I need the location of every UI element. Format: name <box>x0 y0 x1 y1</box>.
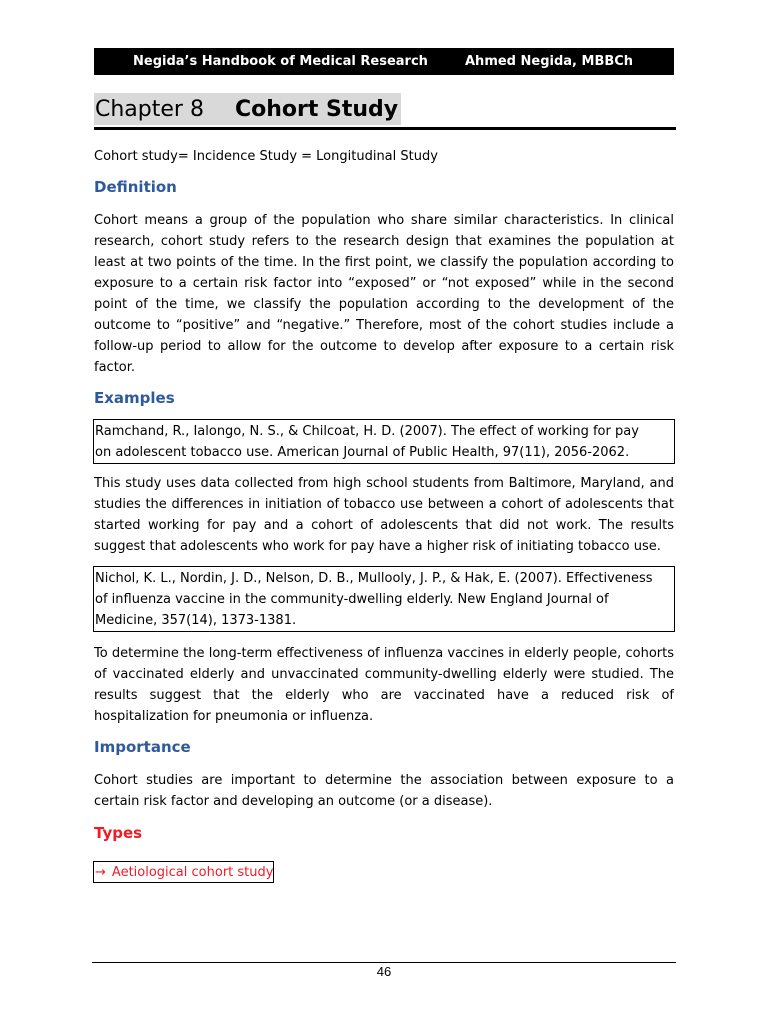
page-number: 46 <box>376 964 392 979</box>
running-header <box>94 48 674 75</box>
reference-line: of influenza vaccine in the community-dwelling elderly. New England Journal of <box>95 592 609 607</box>
importance-text: Cohort studies are important to determine the association between exposure to a certain risk factor and developing an outcome (or a disease). <box>94 773 674 809</box>
book-title: Negida’s Handbook of Medical Research <box>133 54 428 69</box>
chapter-heading <box>94 93 401 125</box>
type-item <box>93 861 274 883</box>
reference-box <box>93 419 675 464</box>
author-name: Ahmed Negida, MBBCh <box>465 54 634 69</box>
reference-line: on adolescent tobacco use. American Journal of Public Health, 97(11), 2056-2062. <box>95 445 630 460</box>
synonyms-line: Cohort study= Incidence Study = Longitudinal Study <box>94 149 438 164</box>
right-arrow-icon: → <box>95 865 106 880</box>
footer-divider <box>92 962 676 963</box>
reference-line: Ramchand, R., Ialongo, N. S., & Chilcoat, H. D. (2007). The effect of working for pay <box>95 424 639 439</box>
type-label: Aetiological cohort study <box>111 865 274 880</box>
chapter-number: Chapter 8 <box>95 97 204 122</box>
chapter-divider <box>94 127 676 130</box>
importance-heading: Importance <box>94 738 191 756</box>
definition-heading: Definition <box>94 178 177 196</box>
examples-heading: Examples <box>94 389 175 407</box>
reference-line: Medicine, 357(14), 1373-1381. <box>95 613 297 628</box>
types-heading: Types <box>94 824 143 842</box>
definition-text: Cohort means a group of the population who share similar characteristics. In clinical research, cohort study refers to the research design that examines the population at least at two points of the time. In the first point, we classify the population according to exposure to a certain risk factor into “exposed” or “not exposed” while in the second point of the time, we classify the population according to the development of the outcome to “positive” and “negative.” Therefore, most of the cohort studies include a follow-up period to allow for the outcome to develop after exposure to a certain risk factor. <box>94 213 674 375</box>
reference-line: Nichol, K. L., Nordin, J. D., Nelson, D. B., Mullooly, J. P., & Hak, E. (2007). Effectiveness <box>95 571 653 586</box>
reference-box <box>93 566 675 632</box>
example-summary: To determine the long-term effectiveness of influenza vaccines in elderly people, cohorts of vaccinated elderly and unvaccinated community-dwelling elderly were studied. The results suggest that the elderly who are vaccinated have a reduced risk of hospitalization for pneumonia or influenza. <box>94 646 674 724</box>
chapter-title: Cohort Study <box>234 97 399 122</box>
example-summary: This study uses data collected from high school students from Baltimore, Maryland, and studies the differences in initiation of tobacco use between a cohort of adolescents that started working for pay and a cohort of adolescents that did not work. The results suggest that adolescents who work for pay have a higher risk of initiating tobacco use. <box>94 476 674 554</box>
